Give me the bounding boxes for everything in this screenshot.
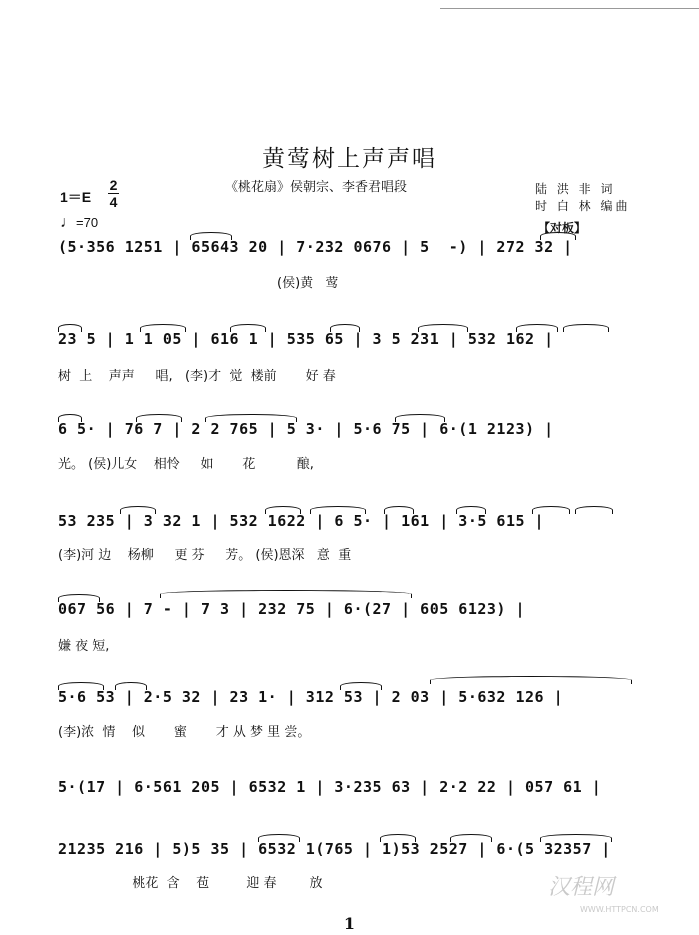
slur-mark	[575, 506, 613, 514]
slur-mark	[136, 414, 182, 422]
slur-mark	[540, 232, 576, 240]
notation-line: 53 235 | 3 32 1 | 532 1622 | 6 5· | 161 | 3·5 615 |	[58, 512, 545, 530]
slur-mark	[395, 414, 445, 422]
slur-mark	[450, 834, 492, 842]
page-title: 黄莺树上声声唱	[262, 146, 437, 172]
slur-mark	[418, 324, 468, 332]
time-bottom: 4	[109, 194, 118, 210]
slur-mark	[540, 834, 612, 842]
lyric-line: (侯)黄 莺	[58, 276, 339, 291]
composer-credit: 时 白 林 编曲	[535, 199, 631, 213]
key-signature: 1＝E	[60, 189, 92, 205]
slur-mark	[384, 506, 414, 514]
lyric-line: (李)浓 情 似 蜜 才 从 梦 里 尝。	[58, 725, 311, 740]
slur-mark	[265, 506, 301, 514]
slur-mark	[205, 414, 297, 422]
watermark-url: WWW.HTTPCN.COM	[580, 905, 659, 914]
slur-mark	[160, 590, 412, 598]
banshi-label: 【对板】	[538, 221, 587, 235]
lyric-line: 光。 (侯)儿女 相怜 如 花 酿,	[58, 457, 314, 472]
lyric-line: 树 上 声声 唱, (李)才 觉 楼前 好 春	[58, 369, 336, 384]
slur-mark	[430, 676, 632, 684]
lyric-line: 桃花 含 苞 迎 春 放	[58, 876, 323, 891]
tempo-value: =70	[76, 215, 99, 230]
slur-mark	[340, 682, 382, 690]
slur-mark	[330, 324, 360, 332]
slur-mark	[190, 232, 232, 240]
slur-mark	[380, 834, 416, 842]
notation-line: 5·6 53 | 2·5 32 | 23 1· | 312 53 | 2 03 | 5·632 126 |	[58, 688, 564, 706]
slur-mark	[58, 594, 100, 602]
quarter-note-icon: ♩	[60, 214, 76, 231]
slur-mark	[310, 506, 366, 514]
notation-line: 21235 216 | 5)5 35 | 6532 1(765 | 1)53 2527 | 6·(5 32357 |	[58, 840, 611, 858]
slur-mark	[258, 834, 300, 842]
lyric-line: 嫌 夜 短,	[58, 639, 110, 654]
slur-mark	[58, 324, 82, 332]
notation-line: (5·356 1251 | 65643 20 | 7·232 0676 | 5 -) | 272 32 |	[58, 238, 573, 256]
notation-line: 6 5· | 76 7 | 2 2 765 | 5 3· | 5·6 75 | 6·(1 2123) |	[58, 420, 554, 438]
slur-mark	[115, 682, 147, 690]
slur-mark	[563, 324, 609, 332]
page-number: 1	[343, 914, 356, 933]
slur-mark	[120, 506, 156, 514]
subtitle: 《桃花扇》侯朝宗、李香君唱段	[225, 180, 408, 195]
lyric-line: (李)河 边 杨柳 更 芬 芳。 (侯)恩深 意 重	[58, 548, 352, 563]
slur-mark	[58, 414, 82, 422]
lyricist-credit: 陆 洪 非 词	[535, 182, 616, 196]
slur-mark	[532, 506, 570, 514]
slur-mark	[456, 506, 486, 514]
slur-mark	[58, 682, 104, 690]
notation-line: 23 5 | 1 1 05 | 616 1 | 535 65 | 3 5 231 | 532 162 |	[58, 330, 554, 348]
time-signature	[108, 178, 119, 209]
time-top: 2	[109, 177, 118, 193]
top-border-line	[440, 0, 699, 9]
notation-line: 5·(17 | 6·561 205 | 6532 1 | 3·235 63 | 2·2 22 | 057 61 |	[58, 778, 602, 796]
slur-mark	[140, 324, 186, 332]
slur-mark	[516, 324, 558, 332]
notation-line: 067 56 | 7 - | 7 3 | 232 75 | 6·(27 | 605 6123) |	[58, 600, 526, 618]
tempo-marking	[60, 214, 98, 232]
watermark-logo: 汉程网	[548, 875, 615, 900]
slur-mark	[230, 324, 266, 332]
